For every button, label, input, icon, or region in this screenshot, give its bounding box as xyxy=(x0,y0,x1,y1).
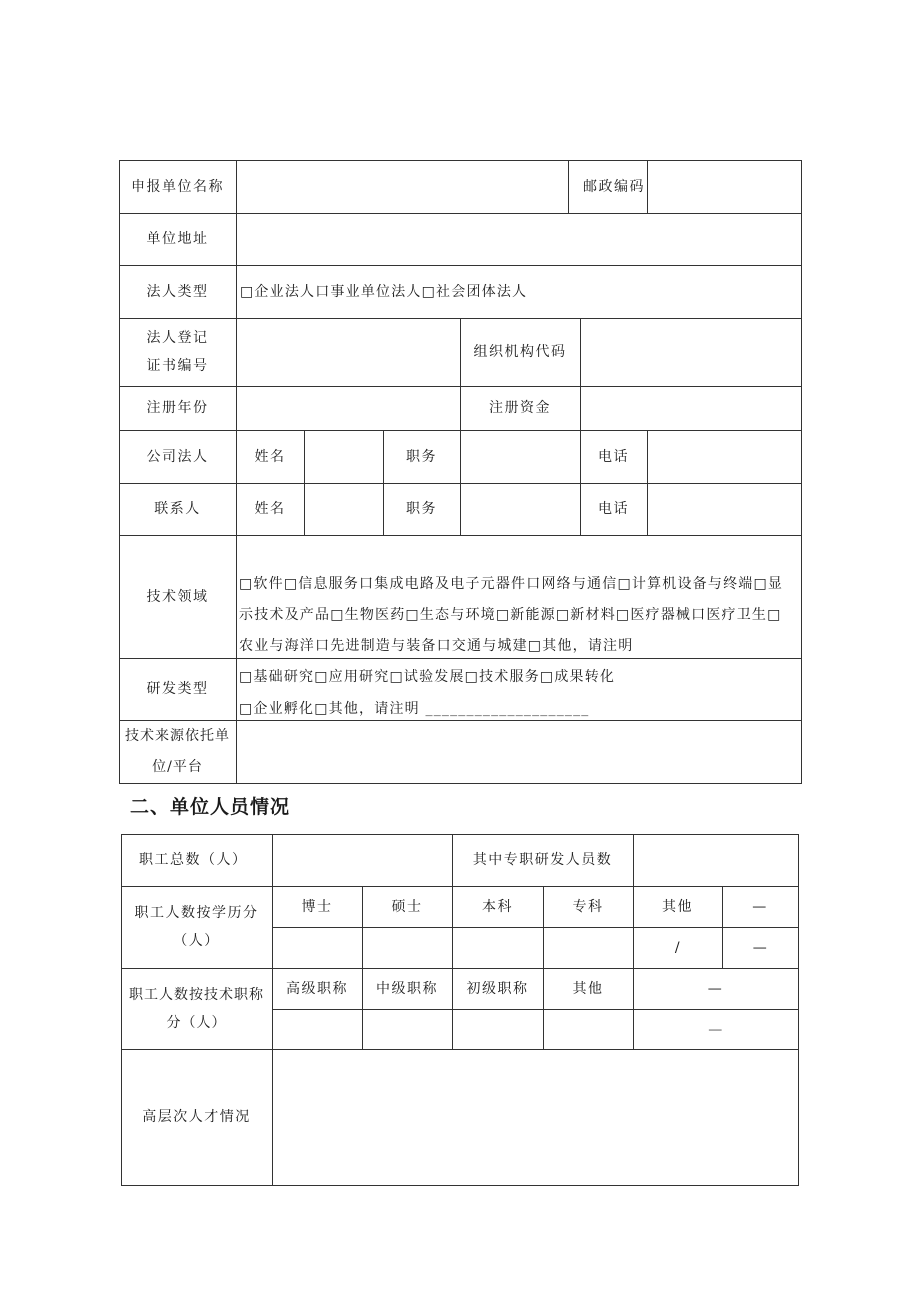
legal-duty-field[interactable] xyxy=(461,431,580,483)
title-value-intermediate[interactable] xyxy=(363,1010,452,1049)
edu-header-college: 专科 xyxy=(572,898,604,915)
edu-value-college[interactable] xyxy=(544,928,633,968)
total-staff-label: 职工总数（人） xyxy=(139,852,248,868)
legal-phone-field[interactable] xyxy=(648,431,801,483)
title-header-other: 其他 xyxy=(572,980,604,997)
contact-name-label: 姓名 xyxy=(254,501,286,517)
legal-cert-label-line2: 证书编号 xyxy=(146,358,209,374)
legal-type-options[interactable]: □企业法人口事业单位法人□社会团体法人 xyxy=(240,283,528,300)
address-label: 单位地址 xyxy=(146,231,209,247)
title-header-junior: 初级职称 xyxy=(466,980,529,997)
legal-cert-number-label xyxy=(119,318,236,386)
title-value-senior[interactable] xyxy=(273,1010,362,1049)
by-title-label xyxy=(121,968,272,1049)
contact-phone-field[interactable] xyxy=(648,484,801,535)
edu-value-dash: — xyxy=(752,940,769,956)
tech-field-line: 示技术及产品□生物医药□生态与环境□新能源□新材料□医疗器械口医疗卫生□ xyxy=(239,607,782,623)
postcode-field[interactable] xyxy=(648,161,801,213)
rd-type-line: □基础研究□应用研究□试验发展□技术服务□成果转化 xyxy=(239,669,616,685)
contact-label: 联系人 xyxy=(154,501,201,517)
reg-capital-label: 注册资金 xyxy=(489,400,551,416)
title-value-junior[interactable] xyxy=(453,1010,543,1049)
legal-phone-label: 电话 xyxy=(598,448,629,465)
total-staff-field[interactable] xyxy=(273,835,452,886)
by-title-label-line2: 分（人） xyxy=(166,1014,227,1031)
contact-name-field[interactable] xyxy=(305,484,383,535)
tech-field-line: □软件□信息服务口集成电路及电子元器件口网络与通信□计算机设备与终端□显 xyxy=(239,576,784,592)
edu-value-other[interactable]: / xyxy=(674,940,682,956)
tech-source-label-line2: 位/平台 xyxy=(152,758,203,775)
title-value-other[interactable] xyxy=(544,1010,633,1049)
contact-duty-label: 职务 xyxy=(406,501,437,517)
by-education-label-line1: 职工人数按学历分 xyxy=(134,905,259,921)
edu-header-master: 硕士 xyxy=(391,898,423,915)
legal-cert-number-field[interactable] xyxy=(237,319,460,386)
contact-phone-label: 电话 xyxy=(598,501,629,517)
legal-duty-label: 职务 xyxy=(406,448,437,465)
unit-name-label: 申报单位名称 xyxy=(131,178,224,195)
reg-year-field[interactable] xyxy=(237,387,460,430)
org-code-field[interactable] xyxy=(581,319,801,386)
tech-source-label xyxy=(119,720,236,783)
rd-type-line: □企业孵化□其他，请注明 ____________________ xyxy=(239,701,590,717)
title-header-intermediate: 中级职称 xyxy=(376,980,438,997)
edu-value-phd[interactable] xyxy=(273,928,362,968)
tech-source-field[interactable] xyxy=(237,721,801,783)
edu-header-dash: — xyxy=(752,898,768,915)
by-title-label-line1: 职工人数按技术职称 xyxy=(129,986,264,1003)
legal-name-field[interactable] xyxy=(305,431,383,483)
company-legal-label: 公司法人 xyxy=(146,448,209,465)
by-education-label xyxy=(121,886,272,968)
contact-duty-field[interactable] xyxy=(461,484,580,535)
org-code-label: 组织机构代码 xyxy=(473,344,567,360)
talent-field[interactable] xyxy=(273,1050,798,1185)
legal-name-label: 姓名 xyxy=(254,448,286,465)
legal-cert-label-line1: 法人登记 xyxy=(146,330,209,346)
title-header-senior: 高级职称 xyxy=(286,980,348,997)
talent-label: 高层次人才情况 xyxy=(142,1109,251,1125)
edu-header-other: 其他 xyxy=(662,898,693,915)
reg-capital-field[interactable] xyxy=(581,387,801,430)
rd-type-label: 研发类型 xyxy=(146,681,209,697)
tech-field-label: 技术领域 xyxy=(146,588,209,605)
tech-field-options[interactable] xyxy=(239,569,801,662)
title-value-dash: — xyxy=(708,1021,724,1038)
section-heading-staff: 二、单位人员情况 xyxy=(130,796,291,818)
title-header-dash: — xyxy=(707,980,724,997)
edu-header-phd: 博士 xyxy=(301,898,333,915)
address-field[interactable] xyxy=(237,214,801,265)
reg-year-label: 注册年份 xyxy=(146,400,209,416)
tech-source-label-line1: 技术来源依托单 xyxy=(125,727,230,744)
rd-type-options[interactable] xyxy=(239,661,801,725)
by-education-label-line2: （人） xyxy=(173,933,220,949)
unit-name-field[interactable] xyxy=(237,161,568,213)
legal-type-label: 法人类型 xyxy=(146,283,209,300)
rd-staff-label: 其中专职研发人员数 xyxy=(472,852,613,868)
edu-value-bachelor[interactable] xyxy=(453,928,543,968)
edu-value-master[interactable] xyxy=(363,928,452,968)
edu-header-bachelor: 本科 xyxy=(482,898,513,915)
postcode-label: 邮政编码 xyxy=(583,178,645,195)
tech-field-line: 农业与海洋口先进制造与装备口交通与城建□其他，请注明 xyxy=(239,638,634,654)
rd-staff-field[interactable] xyxy=(634,835,798,886)
